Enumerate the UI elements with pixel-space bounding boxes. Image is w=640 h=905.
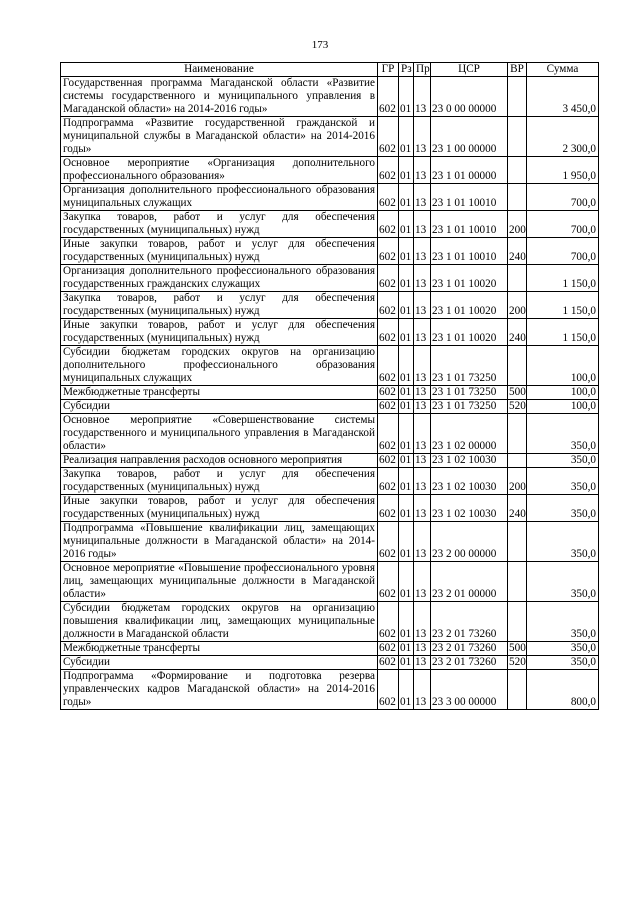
cell-vr: 500 [509, 386, 526, 398]
cell-csr: 23 1 02 10030 [431, 468, 508, 495]
cell-vr [508, 117, 527, 157]
cell-sum: 1 150,0 [527, 319, 599, 346]
cell-rz: 01 [399, 319, 414, 346]
header-sum: Сумма [527, 63, 599, 77]
cell-gr: 602 [378, 157, 399, 184]
cell-rz: 01 [399, 400, 414, 414]
cell-vr [508, 77, 527, 117]
cell-rz: 01 [399, 642, 414, 656]
cell-pr: 13 [414, 265, 431, 292]
cell-csr: 23 2 01 73260 [431, 656, 508, 670]
cell-pr: 13 [414, 77, 431, 117]
cell-gr: 602 [378, 454, 399, 468]
table-row [61, 386, 599, 400]
cell-pr: 13 [414, 454, 431, 468]
cell-pr: 13 [414, 292, 431, 319]
table-row [61, 414, 599, 454]
cell-vr: 200 [508, 211, 527, 238]
cell-vr: 240 [508, 319, 527, 346]
cell-name: Закупка товаров, работ и услуг для обеспечения государственных (муниципальных) нужд [61, 211, 378, 238]
cell-pr: 13 [414, 319, 431, 346]
cell-rz: 01 [399, 468, 414, 495]
cell-gr: 602 [378, 211, 399, 238]
cell-pr: 13 [414, 642, 431, 656]
table-row [61, 602, 599, 642]
table-row [61, 238, 599, 265]
cell-name: Иные закупки товаров, работ и услуг для обеспечения государственных (муниципальных) нужд [61, 238, 378, 265]
table-row [61, 117, 599, 157]
cell-csr: 23 1 01 73250 [431, 386, 508, 400]
cell-name: Подпрограмма «Формирование и подготовка резерва управленческих кадров Магаданской области» на 2014-2016 годы» [61, 670, 378, 710]
header-gr: ГР [378, 63, 399, 77]
cell-csr: 23 1 01 10020 [431, 319, 508, 346]
cell-name: Основное мероприятие «Организация дополнительного профессионального образования» [61, 157, 378, 184]
cell-vr [508, 454, 527, 468]
cell-vr [508, 522, 527, 562]
cell-sum: 350,0 [527, 495, 599, 522]
cell-csr: 23 2 01 73260 [431, 642, 508, 656]
cell-sum: 1 150,0 [527, 292, 599, 319]
table-body [61, 77, 599, 710]
cell-sum: 100,0 [527, 386, 599, 400]
cell-csr: 23 1 02 00000 [431, 414, 508, 454]
cell-csr: 23 1 00 00000 [431, 117, 508, 157]
cell-sum: 3 450,0 [527, 77, 599, 117]
table-header-row [61, 63, 599, 77]
cell-sum: 2 300,0 [527, 117, 599, 157]
cell-pr: 13 [414, 117, 431, 157]
cell-gr: 602 [378, 495, 399, 522]
cell-gr: 602 [378, 522, 399, 562]
header-csr: ЦСР [431, 63, 508, 77]
cell-name: Иные закупки товаров, работ и услуг для обеспечения государственных (муниципальных) нужд [61, 495, 378, 522]
cell-vr: 240 [508, 238, 527, 265]
header-rz: Рз [399, 63, 414, 77]
cell-vr [508, 265, 527, 292]
cell-name: Субсидии [61, 656, 378, 670]
cell-gr: 602 [378, 656, 399, 670]
cell-csr: 23 1 02 10030 [431, 495, 508, 522]
cell-rz: 01 [399, 238, 414, 265]
cell-gr: 602 [378, 238, 399, 265]
table-row [61, 468, 599, 495]
cell-name: Закупка товаров, работ и услуг для обеспечения государственных (муниципальных) нужд [61, 292, 378, 319]
cell-csr: 23 0 00 00000 [431, 77, 508, 117]
table-row [61, 495, 599, 522]
cell-gr: 602 [378, 265, 399, 292]
cell-vr: 500 [509, 642, 526, 654]
cell-name: Закупка товаров, работ и услуг для обеспечения государственных (муниципальных) нужд [61, 468, 378, 495]
cell-sum: 350,0 [527, 414, 599, 454]
cell-rz: 01 [399, 670, 414, 710]
page-number: 173 [311, 39, 329, 51]
table-row [61, 454, 599, 468]
cell-gr: 602 [378, 414, 399, 454]
cell-rz: 01 [399, 117, 414, 157]
cell-name: Организация дополнительного профессионального образования государственных гражданских служащих [61, 265, 378, 292]
cell-pr: 13 [414, 670, 431, 710]
cell-gr: 602 [378, 642, 399, 656]
cell-gr: 602 [378, 319, 399, 346]
cell-pr: 13 [414, 468, 431, 495]
cell-sum: 350,0 [527, 642, 599, 656]
cell-csr: 23 1 01 10020 [431, 292, 508, 319]
cell-rz: 01 [399, 386, 414, 400]
cell-name: Субсидии [61, 400, 378, 414]
cell-sum: 350,0 [527, 656, 599, 670]
cell-name: Организация дополнительного профессионального образования муниципальных служащих [61, 184, 378, 211]
table-row [61, 642, 599, 656]
cell-pr: 13 [414, 400, 431, 414]
table-row [61, 319, 599, 346]
cell-name: Подпрограмма «Повышение квалификации лиц, замещающих муниципальные должности в Магаданской области» на 2014-2016 годы» [61, 522, 378, 562]
cell-sum: 800,0 [527, 670, 599, 710]
cell-csr: 23 2 01 00000 [431, 562, 508, 602]
table-row [61, 292, 599, 319]
table-row [61, 211, 599, 238]
table-row [61, 522, 599, 562]
cell-sum: 350,0 [527, 522, 599, 562]
cell-sum: 1 150,0 [527, 265, 599, 292]
cell-gr: 602 [378, 400, 399, 414]
cell-csr: 23 1 01 10010 [431, 238, 508, 265]
table-row [61, 77, 599, 117]
table-row [61, 265, 599, 292]
cell-gr: 602 [378, 292, 399, 319]
cell-name: Субсидии бюджетам городских округов на организацию дополнительного профессионального образования муниципальных служащих [61, 346, 378, 386]
cell-rz: 01 [399, 292, 414, 319]
cell-sum: 350,0 [527, 454, 599, 468]
cell-gr: 602 [378, 562, 399, 602]
cell-rz: 01 [399, 157, 414, 184]
header-vr: ВР [508, 63, 527, 77]
cell-rz: 01 [399, 414, 414, 454]
cell-gr: 602 [378, 77, 399, 117]
cell-gr: 602 [378, 184, 399, 211]
cell-vr [508, 346, 527, 386]
cell-pr: 13 [414, 522, 431, 562]
cell-rz: 01 [399, 454, 414, 468]
cell-name: Субсидии бюджетам городских округов на организацию повышения квалификации лиц, замещающих муниципальные должности в Магаданской области [61, 602, 378, 642]
cell-rz: 01 [399, 77, 414, 117]
cell-sum: 100,0 [527, 346, 599, 386]
table-row [61, 346, 599, 386]
cell-vr [508, 562, 527, 602]
header-pr: Пр [414, 63, 431, 77]
cell-sum: 700,0 [527, 238, 599, 265]
cell-csr: 23 1 01 10010 [431, 211, 508, 238]
cell-vr [508, 184, 527, 211]
cell-rz: 01 [399, 656, 414, 670]
cell-rz: 01 [399, 562, 414, 602]
cell-sum: 350,0 [527, 468, 599, 495]
cell-csr: 23 1 01 10010 [431, 184, 508, 211]
cell-pr: 13 [414, 238, 431, 265]
cell-vr [508, 602, 527, 642]
cell-vr: 520 [509, 400, 526, 412]
cell-gr: 602 [378, 468, 399, 495]
cell-rz: 01 [399, 211, 414, 238]
cell-sum: 700,0 [527, 184, 599, 211]
cell-name: Межбюджетные трансферты [61, 642, 378, 656]
cell-pr: 13 [414, 346, 431, 386]
cell-sum: 1 950,0 [527, 157, 599, 184]
cell-name: Межбюджетные трансферты [61, 386, 378, 400]
cell-rz: 01 [399, 522, 414, 562]
header-name: Наименование [61, 63, 378, 77]
cell-rz: 01 [399, 346, 414, 386]
cell-gr: 602 [378, 602, 399, 642]
cell-vr: 240 [508, 495, 527, 522]
cell-vr [508, 157, 527, 184]
cell-vr: 200 [508, 292, 527, 319]
cell-gr: 602 [378, 346, 399, 386]
cell-rz: 01 [399, 265, 414, 292]
table-row [61, 562, 599, 602]
cell-gr: 602 [378, 386, 399, 400]
cell-sum: 350,0 [527, 562, 599, 602]
cell-pr: 13 [414, 157, 431, 184]
cell-pr: 13 [414, 602, 431, 642]
table-row [61, 157, 599, 184]
cell-pr: 13 [414, 211, 431, 238]
cell-sum: 700,0 [527, 211, 599, 238]
cell-pr: 13 [414, 414, 431, 454]
cell-csr: 23 1 01 00000 [431, 157, 508, 184]
cell-gr: 602 [378, 670, 399, 710]
cell-sum: 100,0 [527, 400, 599, 414]
budget-table [60, 62, 599, 710]
cell-csr: 23 2 01 73260 [431, 602, 508, 642]
cell-pr: 13 [414, 184, 431, 211]
cell-pr: 13 [414, 386, 431, 400]
cell-vr [508, 414, 527, 454]
cell-csr: 23 1 01 10020 [431, 265, 508, 292]
cell-pr: 13 [414, 562, 431, 602]
cell-csr: 23 1 02 10030 [431, 454, 508, 468]
cell-name: Иные закупки товаров, работ и услуг для обеспечения государственных (муниципальных) нужд [61, 319, 378, 346]
cell-vr: 520 [509, 656, 526, 668]
cell-vr [508, 670, 527, 710]
cell-rz: 01 [399, 184, 414, 211]
cell-rz: 01 [399, 602, 414, 642]
cell-name: Государственная программа Магаданской области «Развитие системы государственного и муниципального управления в Магаданской области» на 2014-2016 годы» [61, 77, 378, 117]
cell-pr: 13 [414, 656, 431, 670]
cell-name: Подпрограмма «Развитие государственной гражданской и муниципальной службы в Магаданской области» на 2014-2016 годы» [61, 117, 378, 157]
cell-pr: 13 [414, 495, 431, 522]
cell-csr: 23 1 01 73250 [431, 346, 508, 386]
cell-sum: 350,0 [527, 602, 599, 642]
cell-name: Реализация направления расходов основного мероприятия [61, 454, 378, 468]
cell-vr: 200 [508, 468, 527, 495]
cell-gr: 602 [378, 117, 399, 157]
cell-csr: 23 2 00 00000 [431, 522, 508, 562]
table-row [61, 670, 599, 710]
cell-name: Основное мероприятие «Совершенствование системы государственного и муниципального управления в Магаданской области» [61, 414, 378, 454]
cell-csr: 23 1 01 73250 [431, 400, 508, 414]
cell-name: Основное мероприятие «Повышение профессионального уровня лиц, замещающих муниципальные должности в Магаданской области» [61, 562, 378, 602]
table-row [61, 400, 599, 414]
table-row [61, 656, 599, 670]
cell-csr: 23 3 00 00000 [431, 670, 508, 710]
cell-rz: 01 [399, 495, 414, 522]
table-row [61, 184, 599, 211]
